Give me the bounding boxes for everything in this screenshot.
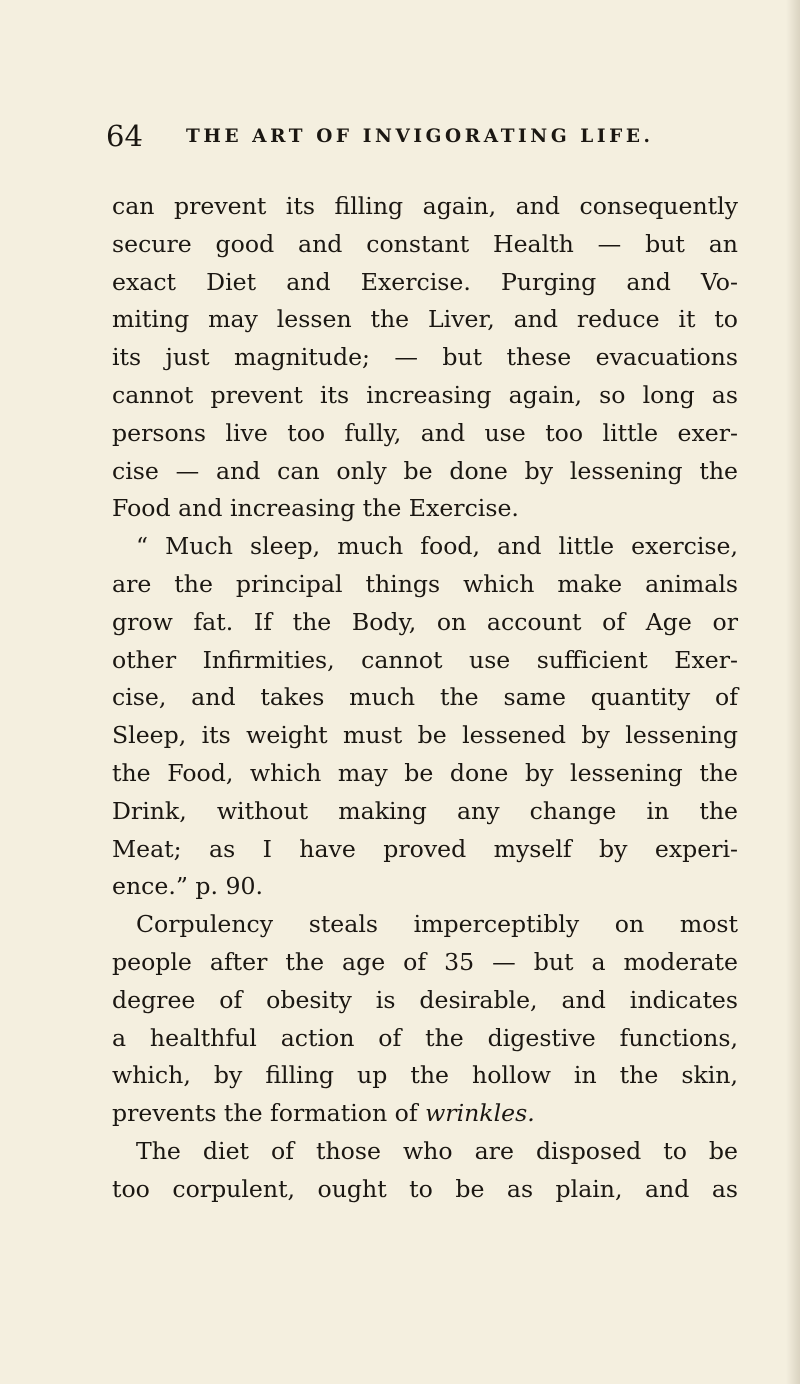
text-line: a healthful action of the digestive functions, <box>112 1023 738 1052</box>
text-line: exact Diet and Exercise. Purging and Vo- <box>112 267 738 296</box>
text-line: degree of obesity is desirable, and indicates <box>112 985 738 1014</box>
text-line: which, by filling up the hollow in the skin, <box>112 1061 738 1090</box>
text-line: can prevent its filling again, and consequently <box>112 192 738 220</box>
text-line: other Infirmities, cannot use sufficient Exer- <box>112 645 738 674</box>
text-segment: prevents the formation of <box>112 1099 418 1128</box>
text-line: its just magnitude; — but these evacuations <box>112 343 738 372</box>
text-line: people after the age of 35 — but a moderate <box>112 947 738 976</box>
page-edge-shadow <box>786 0 800 1384</box>
text-line: ence.” p. 90. <box>112 872 264 901</box>
text-line: persons live too fully, and use too little exer- <box>112 418 738 447</box>
text-line: are the principal things which make animals <box>112 569 738 598</box>
body-text <box>112 188 738 1209</box>
italic-word: wrinkles. <box>425 1099 535 1128</box>
text-line: Drink, without making any change in the <box>112 796 738 825</box>
text-line: “ Much sleep, much food, and little exercise, <box>136 532 738 561</box>
text-line: Corpulency steals imperceptibly on most <box>136 910 738 939</box>
text-line: cannot prevent its increasing again, so long as <box>112 380 738 409</box>
text-line: secure good and constant Health — but an <box>112 229 738 258</box>
text-line: The diet of those who are disposed to be <box>136 1136 738 1165</box>
text-line: Meat; as I have proved myself by experi- <box>112 834 738 863</box>
text-line: grow fat. If the Body, on account of Age or <box>112 607 738 636</box>
running-header <box>106 116 666 156</box>
text-line: Food and increasing the Exercise. <box>112 494 519 523</box>
text-line: miting may lessen the Liver, and reduce it to <box>112 305 738 334</box>
text-line: cise — and can only be done by lessening the <box>112 456 738 485</box>
text-line <box>112 1095 738 1133</box>
text-line: Sleep, its weight must be lessened by lessening <box>112 721 738 750</box>
text-line: the Food, which may be done by lessening the <box>112 758 738 787</box>
text-line: cise, and takes much the same quantity of <box>112 683 738 712</box>
text-line: too corpulent, ought to be as plain, and as <box>112 1174 738 1203</box>
page-number: 64 <box>106 119 143 153</box>
running-title: THE ART OF INVIGORATING LIFE. <box>186 126 654 147</box>
